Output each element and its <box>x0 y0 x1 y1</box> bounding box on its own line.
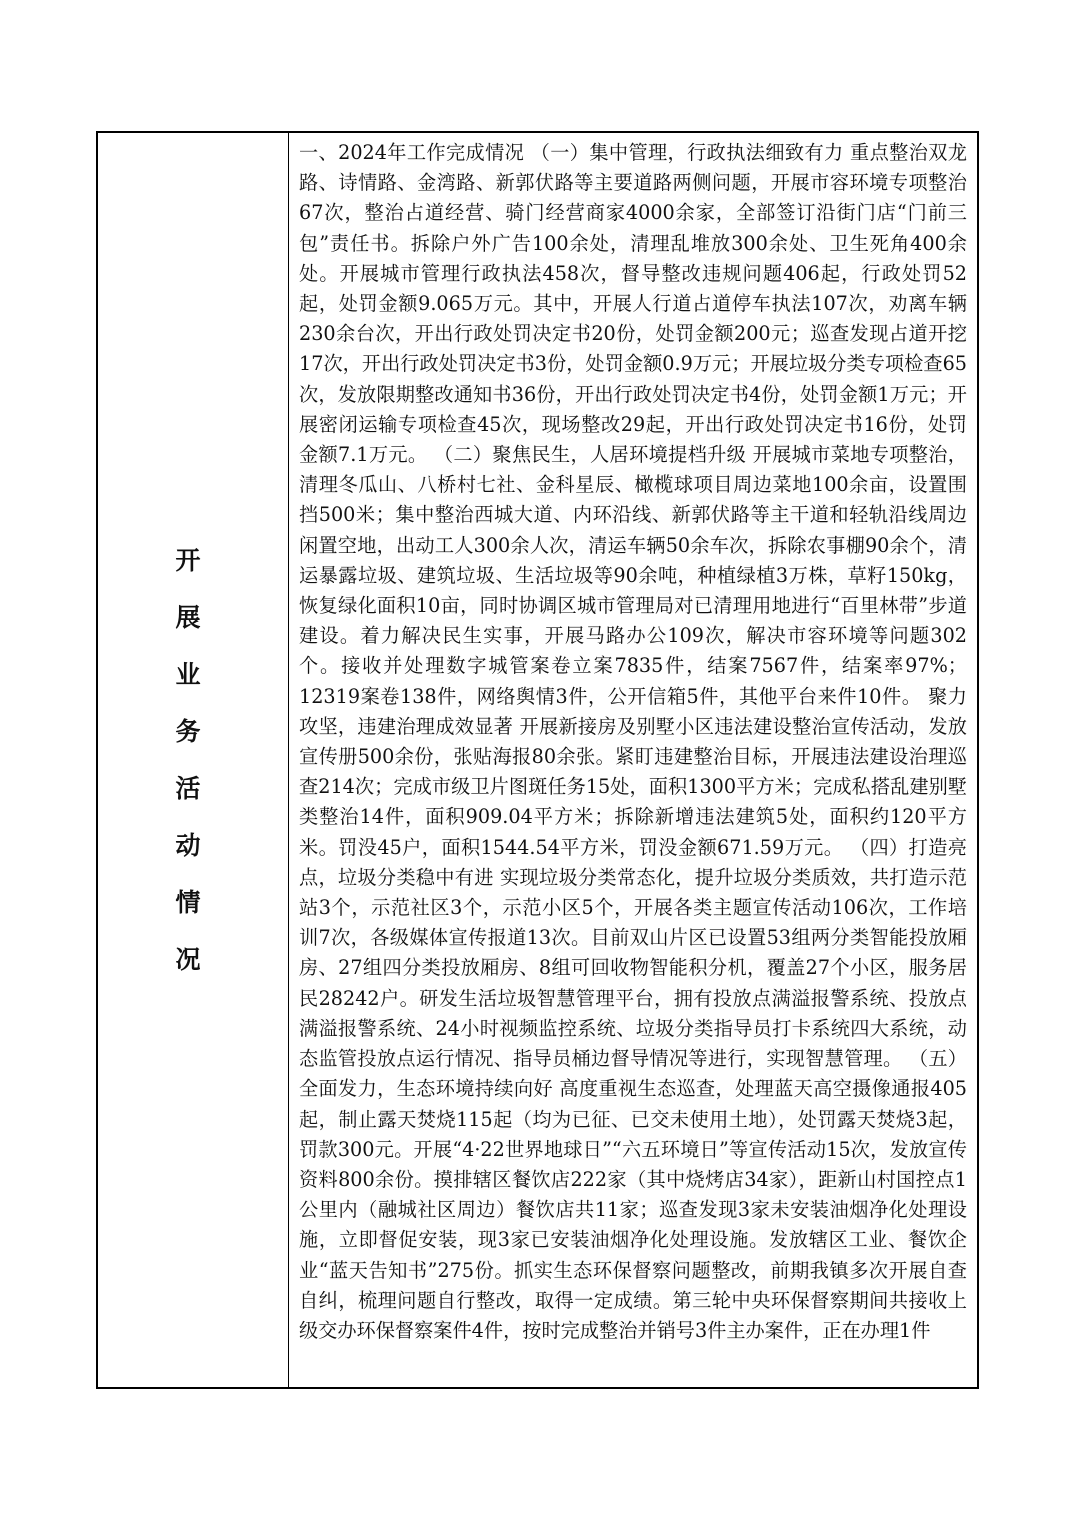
row-label-cell <box>98 133 289 1387</box>
row-label-char: 务 <box>175 717 201 746</box>
row-label-char: 动 <box>175 831 201 860</box>
row-label <box>175 532 200 988</box>
activity-table <box>96 131 979 1389</box>
activity-report-text: 一、2024年工作完成情况 （一）集中管理，行政执法细致有力 重点整治双龙路、诗情路、金湾路、新郭伏路等主要道路两侧问题，开展市容环境专项整治67次，整治占道经营、骑门经营商家4000余家，全部签订沿街门店“门前三包”责任书。拆除户外广告100余处，清理乱堆放300余处、卫生死角400余处。开展城市管理行政执法458次，督导整改违规问题406起，行政处罚52起，处罚金额9.065万元。其中，开展人行道占道停车执法107次，劝离车辆230余台次，开出行政处罚决定书20份，处罚金额200元；巡查发现占道开挖17次，开出行政处罚决定书3份，处罚金额0.9万元；开展垃圾分类专项检查65次，发放限期整改通知书36份，开出行政处罚决定书4份，处罚金额1万元；开展密闭运输专项检查45次，现场整改29起，开出行政处罚决定书16份，处罚金额7.1万元。 （二）聚焦民生，人居环境提档升级 开展城市菜地专项整治，清理冬瓜山、八桥村七社、金科星辰、橄榄球项目周边菜地100余亩，设置围挡500米；集中整治西城大道、内环沿线、新郭伏路等主干道和轻轨沿线周边闲置空地，出动工人300余人次，清运车辆50余车次，拆除农事棚90余个，清运暴露垃圾、建筑垃圾、生活垃圾等90余吨，种植绿植3万株，草籽150kg，恢复绿化面积10亩，同时协调区城市管理局对已清理用地进行“百里林带”步道建设。着力解决民生实事，开展马路办公109次，解决市容环境等问题302个。接收并处理数字城管案卷立案7835件，结案7567件，结案率97%；12319案卷138件，网络舆情3件，公开信箱5件，其他平台来件10件。 聚力攻坚，违建治理成效显著 开展新接房及别墅小区违法建设整治宣传活动，发放宣传册500余份，张贴海报80余张。紧盯违建整治目标，开展违法建设治理巡查214次；完成市级卫片图斑任务15处，面积1300平方米；完成私搭乱建别墅类整治14件，面积909.04平方米；拆除新增违法建筑5处，面积约120平方米。罚没45户，面积1544.54平方米，罚没金额671.59万元。 （四）打造亮点，垃圾分类稳中有进 实现垃圾分类常态化，提升垃圾分类质效，共打造示范站3个，示范社区3个，示范小区5个，开展各类主题宣传活动106次，工作培训7次，各级媒体宣传报道13次。目前双山片区已设置53组两分类智能投放厢房、27组四分类投放厢房、8组可回收物智能积分机，覆盖27个小区，服务居民28242户。研发生活垃圾智慧管理平台，拥有投放点满溢报警系统、投放点满溢报警系统、24小时视频监控系统、垃圾分类指导员打卡系统四大系统，动态监管投放点运行情况、指导员桶边督导情况等进行，实现智慧管理。 （五）全面发力，生态环境持续向好 高度重视生态巡查，处理蓝天高空摄像通报405起，制止露天焚烧115起（均为已征、已交未使用土地），处罚露天焚烧3起，罚款300元。开展“4·22世界地球日”“六五环境日”等宣传活动15次，发放宣传资料800余份。摸排辖区餐饮店222家（其中烧烤店34家），距新山村国控点1公里内（融城社区周边）餐饮店共11家；巡查发现3家未安装油烟净化处理设施，立即督促安装，现3家已安装油烟净化处理设施。发放辖区工业、餐饮企业“蓝天告知书”275份。抓实生态环保督察问题整改，前期我镇多次开展自查自纠，梳理问题自行整改，取得一定成绩。第三轮中央环保督察期间共接收上级交办环保督察案件4件，按时完成整治并销号3件主办案件，正在办理1件 <box>299 141 967 1342</box>
row-label-char: 情 <box>175 888 201 917</box>
content-cell <box>289 133 977 1387</box>
row-label-char: 业 <box>175 660 201 689</box>
row-label-char: 开 <box>175 546 201 575</box>
row-label-char: 展 <box>175 603 201 632</box>
row-label-char: 活 <box>175 774 201 803</box>
row-label-char: 况 <box>175 945 201 974</box>
